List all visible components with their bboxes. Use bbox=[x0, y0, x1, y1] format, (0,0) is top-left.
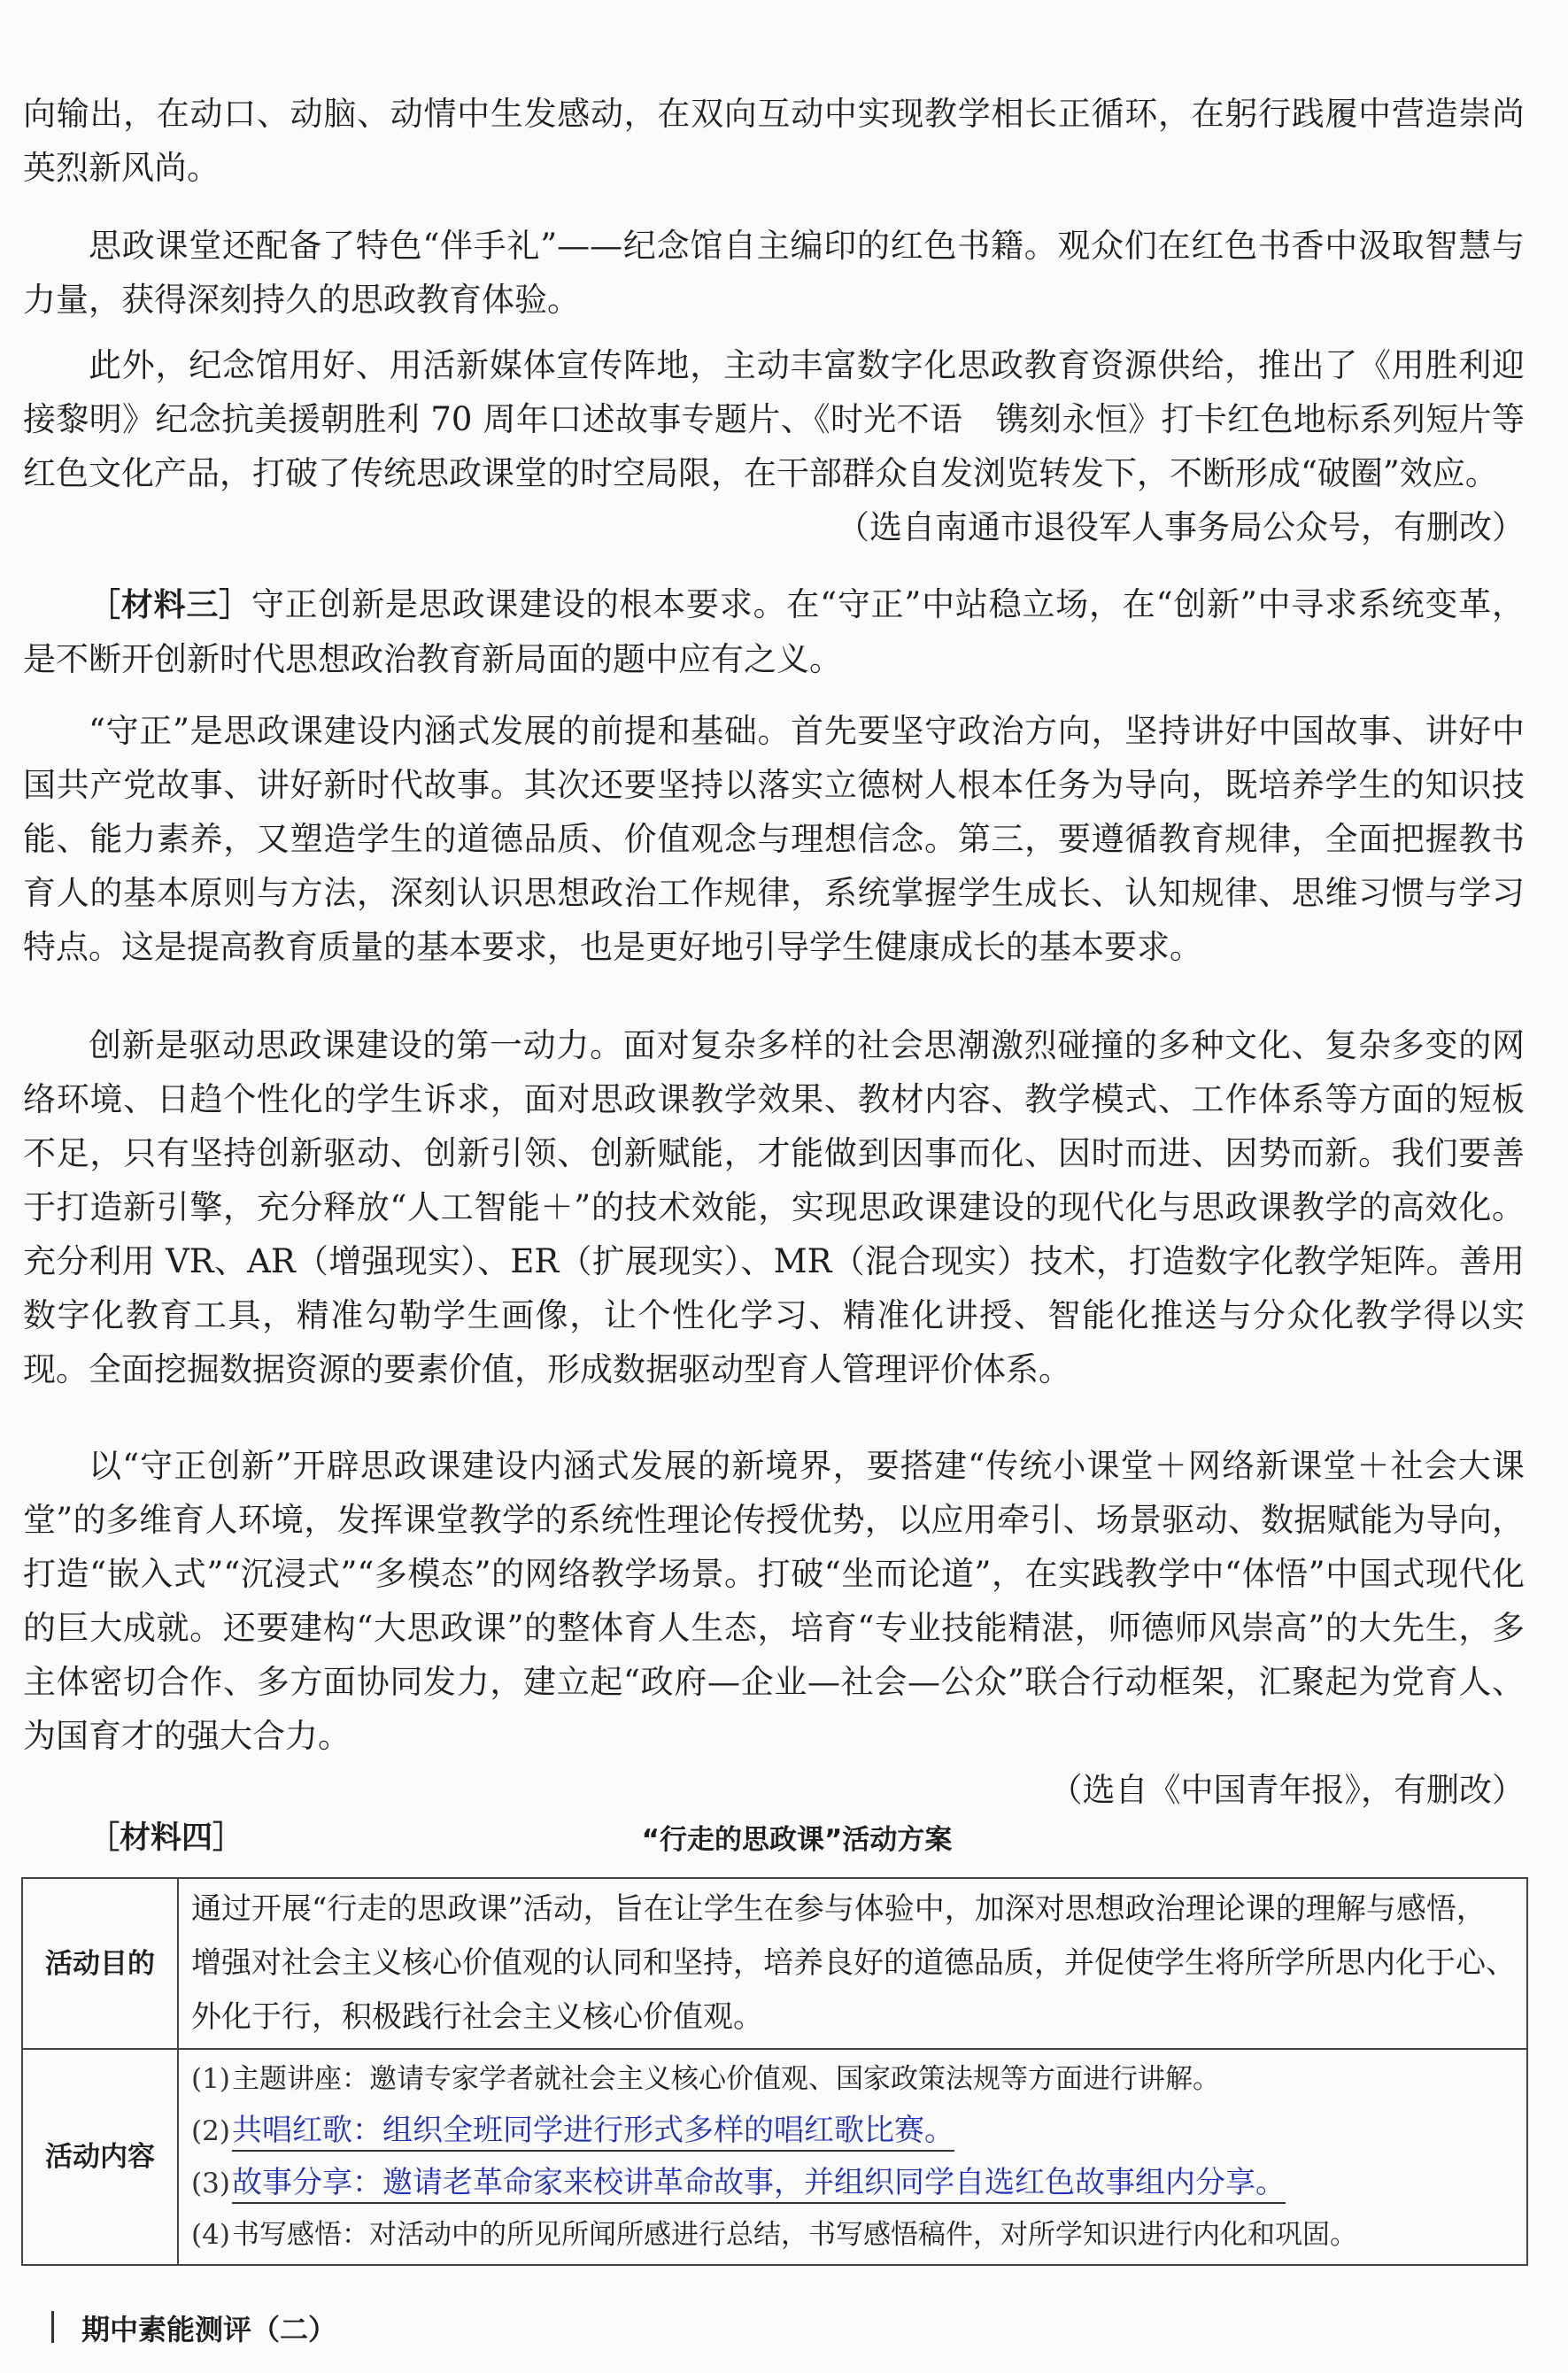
purpose-label: 活动目的 bbox=[22, 1878, 178, 2049]
paragraph-3-text: 此外，纪念馆用好、用活新媒体宣传阵地，主动丰富数字化思政教育资源供给，推出了《用胜利迎接黎明》纪念抗美援朝胜利 70 周年口述故事专题片、《时光不语 镌刻永恒》打卡红色地标系列短片等红色文化产品，打破了传统思政课堂的时空局限，在干部群众自发浏览转发下，不断形成“破圈”效应。 bbox=[23, 346, 1525, 492]
source-citation-1: （选自南通市退役军人事务局公众号，有删改） bbox=[837, 508, 1525, 546]
plan-title: “行走的思政课”活动方案 bbox=[641, 1824, 953, 1856]
list-item: (4)书写感悟：对活动中的所见所闻所感进行总结，书写感悟稿件，对所学知识进行内化和巩固。 bbox=[191, 2219, 1357, 2251]
paragraph-1: 向输出，在动口、动脑、动情中生发感动，在双向互动中实现教学相长正循环，在躬行践履中营造崇尚英烈新风尚。 bbox=[23, 95, 1525, 187]
purpose-text: 通过开展“行走的思政课”活动，旨在让学生在参与体验中，加深对思想政治理论课的理解与感悟，增强对社会主义核心价值观的认同和坚持，培养良好的道德品质，并促使学生将所学所思内化于心、外化于行，积极践行社会主义核心价值观。 bbox=[178, 1878, 1527, 2049]
paragraph-innovation: 创新是驱动思政课建设的第一动力。面对复杂多样的社会思潮激烈碰撞的多种文化、复杂多变的网络环境、日趋个性化的学生诉求，面对思政课教学效果、教材内容、教学模式、工作体系等方面的短板不足，只有坚持创新驱动、创新引领、创新赋能，才能做到因事而化、因时而进、因势而新。我们要善于打造新引擎，充分释放“人工智能＋”的技术效能，实现思政课建设的现代化与思政课教学的高效化。充分利用 VR、AR（增强现实）、ER（扩展现实）、MR（混合现实）技术，打造数字化教学矩阵。善用数字化教育工具，精准勾勒学生画像，让个性化学习、精准化讲授、智能化推送与分众化教学得以实现。全面挖掘数据资源的要素价值，形成数据驱动型育人管理评价体系。 bbox=[23, 1026, 1525, 1388]
paragraph-shouzheng: “守正”是思政课建设内涵式发展的前提和基础。首先要坚守政治方向，坚持讲好中国故事、讲好中国共产党故事、讲好新时代故事。其次还要坚持以落实立德树人根本任务为导向，既培养学生的知识技能、能力素养，又塑造学生的道德品质、价值观念与理想信念。第三，要遵循教育规律，全面把握教书育人的基本原则与方法，深刻认识思想政治工作规律，系统掌握学生成长、认知规律、思维习惯与学习特点。这是提高教育质量的基本要求，也是更好地引导学生健康成长的基本要求。 bbox=[23, 712, 1525, 966]
material-4-tag: ［材料四］ bbox=[89, 1820, 244, 1856]
paragraph-conclusion-text: 以“守正创新”开辟思政课建设内涵式发展的新境界，要搭建“传统小课堂＋网络新课堂＋社会大课堂”的多维育人环境，发挥课堂教学的系统性理论传授优势，以应用牵引、场景驱动、数据赋能为导向，打造“嵌入式”“沉浸式”“多模态”的网络教学场景。打破“坐而论道”，在实践教学中“体悟”中国式现代化的巨大成就。还要建构“大思政课”的整体育人生态，培育“专业技能精湛，师德师风崇高”的大先生，多主体密切合作、多方面协同发力，建立起“政府—企业—社会—公众”联合行动框架，汇聚起为党育人、为国育才的强大合力。 bbox=[23, 1447, 1525, 1755]
handwritten-answer-1: 共唱红歌：组织全班同学进行形式多样的唱红歌比赛。 bbox=[232, 2113, 954, 2152]
list-item: (2)共唱红歌：组织全班同学进行形式多样的唱红歌比赛。 bbox=[191, 2105, 1516, 2157]
content-list bbox=[178, 2049, 1527, 2265]
paragraph-2: 思政课堂还配备了特色“伴手礼”——纪念馆自主编印的红色书籍。观众们在红色书香中汲取智慧与力量，获得深刻持久的思政教育体验。 bbox=[23, 227, 1525, 319]
list-item: (1)主题讲座：邀请专家学者就社会主义核心价值观、国家政策法规等方面进行讲解。 bbox=[191, 2063, 1220, 2095]
source-citation-2: （选自《中国青年报》，有删改） bbox=[1049, 1771, 1525, 1809]
table-row-purpose bbox=[22, 1878, 1527, 2049]
material-3-intro-text: 守正创新是思政课建设的根本要求。在“守正”中站稳立场，在“创新”中寻求系统变革，是不断开创新时代思想政治教育新局面的题中应有之义。 bbox=[23, 585, 1525, 678]
material-3-intro bbox=[23, 577, 1525, 686]
material-3-tag: ［材料三］ bbox=[89, 587, 251, 623]
list-item: (3)故事分享：邀请老革命家来校讲革命故事，并组织同学自选红色故事组内分享。 bbox=[191, 2157, 1516, 2209]
activity-plan-table bbox=[21, 1877, 1528, 2266]
table-row-content bbox=[22, 2049, 1527, 2265]
paragraph-3 bbox=[23, 338, 1525, 554]
handwritten-answer-2: 故事分享：邀请老革命家来校讲革命故事，并组织同学自选红色故事组内分享。 bbox=[232, 2165, 1286, 2204]
content-label: 活动内容 bbox=[22, 2049, 178, 2265]
paragraph-conclusion bbox=[23, 1439, 1525, 1817]
page-footer: 期中素能测评（二） bbox=[81, 2313, 337, 2346]
